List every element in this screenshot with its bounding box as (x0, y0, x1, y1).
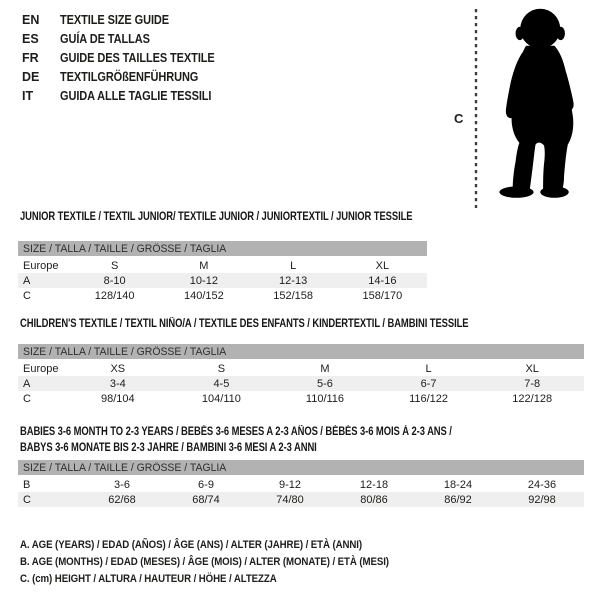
size-cell: S (217, 362, 226, 375)
children-table-title: CHILDREN'S TEXTILE / TEXTIL NIÑO/A / TEXTILE DES ENFANTS / KINDERTEXTIL / BAMBINI TESSILE (20, 318, 469, 330)
value-cell: 74/80 (276, 493, 304, 506)
table-row (18, 273, 427, 288)
table-row (18, 476, 584, 492)
value-cell: 104/110 (201, 392, 241, 405)
size-cell: XL (375, 259, 390, 272)
row-label: C (23, 493, 31, 506)
junior-table-title: JUNIOR TEXTILE / TEXTIL JUNIOR/ TEXTILE JUNIOR / JUNIORTEXTIL / JUNIOR TESSILE (20, 211, 413, 223)
row-label: Europe (23, 259, 59, 272)
size-cell: L (290, 259, 297, 272)
value-cell: 62/68 (108, 493, 136, 506)
note-height-cm: C. (cm) HEIGHT / ALTURA / HAUTEUR / HÖHE / ALTEZZA (20, 573, 277, 585)
size-cell: S (110, 259, 119, 272)
table-row (18, 257, 427, 273)
row-label: Europe (23, 362, 59, 375)
value-cell: 80/86 (360, 493, 388, 506)
language-code: EN (22, 13, 40, 27)
value-cell: 12-18 (359, 478, 389, 491)
language-guide-title: GUIDA ALLE TAGLIE TESSILI (60, 89, 212, 103)
value-cell: 5-6 (317, 377, 333, 390)
language-title-list (22, 11, 236, 106)
value-cell: 14-16 (368, 274, 397, 287)
value-cell: 9-12 (278, 478, 302, 491)
value-cell: 4-5 (213, 377, 230, 390)
babies-title-line1: BABIES 3-6 MONTH TO 2-3 YEARS / BEBÉS 3-6 MESES A 2-3 AÑOS / BÉBÉS 3-6 MOIS À 2-3 ANS / (20, 426, 452, 438)
babies-table-title (20, 424, 452, 456)
size-header-label: SIZE / TALLA / TAILLE / GRÖSSE / TAGLIA (23, 345, 227, 358)
language-code: ES (22, 32, 39, 46)
table-row (18, 391, 584, 406)
baby-silhouette-graphic (440, 2, 598, 216)
baby-figure (440, 2, 598, 216)
language-row-es (22, 30, 236, 49)
size-header-row (18, 241, 427, 257)
row-label: C (23, 392, 31, 405)
value-cell: 110/116 (305, 392, 345, 405)
value-cell: 98/104 (100, 392, 135, 405)
size-cell: XL (525, 362, 539, 375)
value-cell: 3-6 (114, 478, 130, 491)
size-header-label: SIZE / TALLA / TAILLE / GRÖSSE / TAGLIA (23, 461, 227, 474)
size-cell: M (320, 362, 330, 375)
note-age-months: B. AGE (MONTHS) / EDAD (MESES) / ÂGE (MOIS) / ALTER (MONATE) / ETÀ (MESI) (20, 556, 389, 568)
value-cell: 116/122 (409, 392, 449, 405)
value-cell: 68/74 (192, 493, 220, 506)
language-row-it (22, 87, 236, 106)
value-cell: 152/158 (273, 289, 313, 302)
value-cell: 86/92 (444, 493, 472, 506)
table-row (18, 376, 584, 391)
language-guide-title: GUÍA DE TALLAS (60, 32, 150, 46)
value-cell: 8-10 (103, 274, 126, 287)
value-cell: 24-36 (527, 478, 557, 491)
row-label: A (23, 274, 31, 287)
value-cell: 128/140 (94, 289, 135, 302)
value-cell: 3-4 (109, 377, 126, 390)
note-age-years: A. AGE (YEARS) / EDAD (AÑOS) / ÂGE (ANS) / ALTER (JAHRE) / ETÀ (ANNI) (20, 539, 363, 551)
language-row-de (22, 68, 236, 87)
value-cell: 10-12 (189, 274, 218, 287)
table-row (18, 288, 427, 303)
language-guide-title: TEXTILGRÖßENFÜHRUNG (60, 70, 199, 84)
value-cell: 92/98 (528, 493, 556, 506)
language-row-fr (22, 49, 236, 68)
legend-notes (20, 537, 439, 588)
language-code: DE (22, 70, 40, 84)
size-cell: M (199, 259, 209, 272)
children-size-table (18, 344, 584, 406)
size-cell: XS (110, 362, 126, 375)
junior-size-table (18, 241, 427, 303)
babies-title-line2: BABYS 3-6 MONATE BIS 2-3 JAHRE / BAMBINI 3-6 MESI A 2-3 ANNI (20, 442, 317, 454)
row-label: A (23, 377, 31, 390)
value-cell: 158/170 (362, 289, 403, 302)
size-cell: L (425, 362, 432, 375)
table-row (18, 492, 584, 507)
size-header-row (18, 460, 584, 476)
value-cell: 122/128 (512, 392, 553, 405)
language-row-en (22, 11, 236, 30)
language-guide-title: TEXTILE SIZE GUIDE (60, 13, 170, 27)
table-row (18, 360, 584, 376)
value-cell: 140/152 (183, 289, 224, 302)
language-code: FR (22, 51, 39, 65)
value-cell: 18-24 (443, 478, 473, 491)
size-header-row (18, 344, 584, 360)
value-cell: 7-8 (524, 377, 541, 390)
value-cell: 12-13 (279, 274, 308, 287)
size-header-label: SIZE / TALLA / TAILLE / GRÖSSE / TAGLIA (23, 242, 227, 255)
language-guide-title: GUIDE DES TAILLES TEXTILE (60, 51, 215, 65)
language-code: IT (22, 89, 34, 103)
height-measure-label: C (454, 111, 464, 126)
row-label: C (23, 289, 31, 302)
babies-size-table (18, 460, 584, 507)
row-label: B (23, 478, 31, 491)
value-cell: 6-9 (198, 478, 214, 491)
baby-silhouette (499, 9, 573, 198)
value-cell: 6-7 (420, 377, 437, 390)
